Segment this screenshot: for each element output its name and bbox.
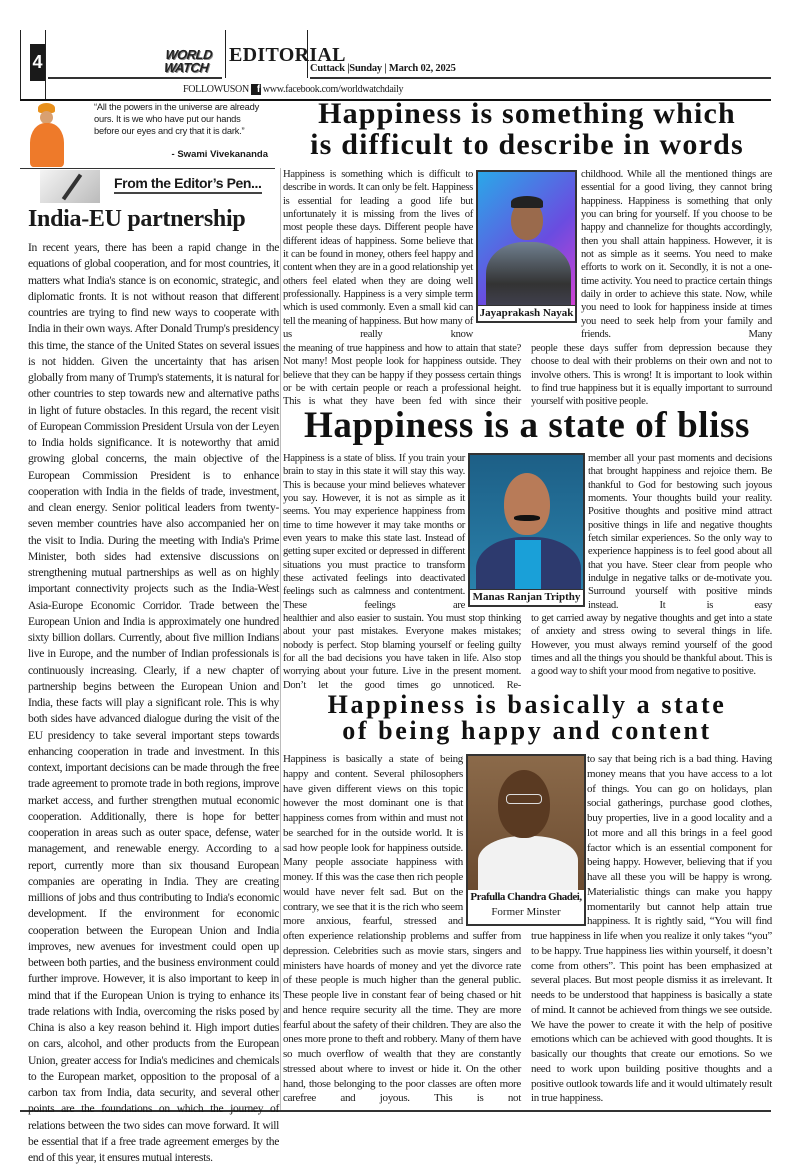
column-divider: [280, 168, 281, 1110]
facebook-icon: f: [251, 84, 261, 95]
photo-caption: [468, 890, 584, 920]
article-1-text: Happiness is something which is difficult to describe in words. It can only be felt. Happiness is essential for leading a good life but unfortunately it is missing from the lives of most people these days. Different people have different ideas of happiness. Some believe that it can be found in money, others feel happy and content when they are in a good relationship yet others feel elated when they are doing well professionally. Happiness is a very simple term which is used commonly. Even a small kid can tell the meaning of happiness. But how many of us really know: [283, 169, 473, 341]
article-1-text: people these days suffer from depression because they choose to deal with their problems on their own and not to involve others. This is wrong! It is important to look within to find true happiness but it is equally important to surround yourself with positive people.: [531, 343, 772, 408]
page-number: 4: [30, 44, 45, 81]
headline-line: is difficult to describe in words: [310, 128, 744, 161]
pen-icon: [40, 170, 100, 203]
article-2-text: healthier and also easier to sustain. You must stop thinking about your past mistakes. Everyone makes mistakes; nobody is perfect. Stop blaming yourself or feeling guilty for all the bad decisions you have taken in life. Also stop worrying about your future. Live in the present moment. Don’t let the good times go unnoticed. Re-: [283, 613, 521, 691]
photo-caption: Jayaprakash Nayak: [479, 307, 574, 319]
editor-pen-heading: From the Editor’s Pen...: [114, 175, 262, 194]
article-3-text: Happiness is basically a state of being happy and content. Several philosophers have given different views on this topic however the most dominant one is that happiness comes from within and must not be searched for in the outside world. It is sad how people look for happiness outside. Many people associate happiness with money. If this was the case then rich people would have never felt sad. But on the contrary, we see that it is the rich who seem more anxious, fearful, stressed and: [283, 753, 463, 928]
author-photo-manas: [468, 453, 585, 607]
article-2-headline: Happiness is a state of bliss: [303, 405, 751, 446]
author-role: Former Minster: [491, 906, 561, 918]
photo-caption: Manas Ranjan Tripthy: [470, 589, 583, 605]
editorial-title: India-EU partnership: [28, 206, 246, 232]
article-1-text: the meaning of true happiness and how to attain that state? Not many! Most people look for happiness outside. They believe that they can be happy if they possess certain things or be with certain people or reach a professional height. This is what they have been fed with since their: [283, 343, 521, 408]
article-3-text: true happiness in life when you realize it only takes “you” to be happy. True happiness lies within yourself, it doesn’t come from others”. This point has been emphasized at several places. But most people dismiss it as irrelevant. It needs to be understood that happiness is basically a state of mind. It cannot be achieved from things we see outside. We have the power to create it with the help of positive emotions which can be achieved with good thoughts. It is basically our thoughts that create our emotions. So we need to work upon building positive thoughts and a positive outlook towards life and it would ultimately result in true happiness.: [531, 930, 772, 1105]
facebook-link[interactable]: www.facebook.com/worldwatchdaily: [262, 84, 404, 95]
header-rule: [310, 77, 771, 79]
headline-line: Happiness is basically a state: [327, 690, 727, 719]
author-photo-prafulla: [466, 754, 586, 926]
article-2-text: member all your past moments and decisions that brought happiness and rejoice them. Be thankful to God for bestowing such joyous moments. Your thoughts build your reality. Positive thoughts and positive mind attract positive things in life and negative thoughts fetch similar experiences. So the only way to experience happiness is to feel good about all that you have. Steer clear from people who indulge in negative talks or de-motivate you. Surround yourself with positive minds instead. It is easy: [588, 453, 772, 611]
article-1-headline: [281, 98, 773, 160]
vivekananda-portrait: [27, 101, 67, 167]
quote-text: “All the powers in the universe are already ours. It is we who have put our hands before our eyes and cry that it is dark.”: [94, 102, 260, 136]
quote-rule: [20, 168, 275, 169]
article-3-text: often experience relationship problems and suffer from depression. Celebrities such as movie stars, singers and ministers have hoards of money and yet the divorce rate of these people is much higher than the general public. These people live in constant fear of being chased or hit and hence require security all the time. They are more fearful about the safety of their children. They are also the ones more prone to theft and robbery. Many of them have so much overflow of wealth that they are constantly stressed about where to invest or hide it. On the other hand, those belonging to the poor classes are often more carefree and joyous. This is not: [283, 930, 521, 1105]
article-2-text: Happiness is a state of bliss. If you train your brain to stay in this state it will stay this way. This is because your mind believes whatever you say. However, it is not as simple as it seems. You may experience happiness from time to time however it may take months or even years to make this state last. Instead of getting super excited or depressed in different situations you must practice to transform these activated feelings into deactivated feelings such as calmness and contentment. These feelings are: [283, 453, 465, 611]
frame-line: [45, 30, 46, 100]
newspaper-logo: WORLD WATCH: [163, 47, 213, 75]
author-photo-jayaprakash: [476, 170, 577, 323]
section-title: EDITORIAL: [229, 44, 346, 66]
article-1-text: childhood. While all the mentioned things are essential for a good living, they cannot bring happiness. Happiness is something that only you can bring for yourself. If you choose to be happy and channelize for thoughts accordingly, then you shall attain happiness. However, it is not as simple as it seems. You need to make efforts to work on it. Secondly, it is not a one-time activity. You need to practice certain things daily in order to achieve this state. Now, while you need to look for happiness inside at times you need to seek help from your family and friends. Many: [581, 169, 772, 341]
editorial-body: In recent years, there has been a rapid change in the equations of global cooperation, and for most countries, it matters what India's stance is on economic, strategic, and diplomatic fronts. It is not without reason that different countries are trying to find new ways to cooperate with India in their own ways. After Donald Trump's presidency this time, the stance of the United States on several issues is not hidden. Given the uncertainty that has arisen globally from many of Trump's statements, it is natural for other countries to step towards new and alternative paths in light of future obstacles. In this regard, the recent visit of European Commission President Ursula von der Leyen to India holds significance. It is noteworthy that amid growing global concerns, the main objective of the European Commission President is to enhance cooperation with India in the fields of trade, investment, and clean energy. Senior political leaders from twenty-seven member countries have also accompanied her on the visit to India. During the meeting with India's Prime Minister, both sides had extensive discussions on strengthening mutual partnerships as well as on highly important connectivity projects such as the India-West Asia-Europe Economic Corridor. Trade between the European Union and India is approximately one hundred sixty billion dollars. Currently, about five million Indians live in Europe, and the number of Indian professionals is continuously increasing. Clearly, if a new chapter of partnership begins between the European Union and India, these facts will play a significant role. This is why both sides have advanced dialogue during the visit of the EU presidency to take several important steps towards enhancing cooperation in trade and investment. In this context, important decisions can be made through the free trade agreement to promote trade in both regions, improve market access, and further strengthen mutual economic cooperation. Additionally, there is hope for better cooperation in areas such as outer space, defense, water management, and renewable energy. According to a report, currently more than six thousand European companies are operating in India. They are creating millions of jobs and thus contributing to India's economic development. If the environment for economic cooperation between the European Union and India improves, new avenues for investment could open up between both parties, and the business environment could further improve. However, it is also important to keep in mind that if the European Union is trying to enhance its trade relations with India, overcoming the risks posed by China is also a key reason behind it. High import duties on cars, alcohol, and other products from the European Union, greater access for India's medicines and chemicals to the European market, opposition to the proposal of a carbon tax from India, data security, and several other points are the foundations on which the journey of relations between the two sides can move forward. It will be essential that if a free trade agreement emerges by the end of this year, it ensures mutual interests.: [28, 241, 279, 1164]
dateline: Cuttack |Sunday | March 02, 2025: [310, 63, 456, 74]
article-3-text: to say that being rich is a bad thing. Having money means that you have access to a lot of things. You can go on holidays, plan social gatherings, purchase good clothes, buy properties, live in a good locality and a lot more and all this brings in a feel good factor which is an essential component for being happy. However, believing that if you have all these you will be happy is wrong. Materialistic things can make you happy momentarily but cannot help attain true happiness. It is rightly said, “You will find: [587, 753, 772, 928]
article-3-headline: [281, 692, 773, 744]
author-name: Prafulla Chandra Ghadei,: [470, 891, 582, 903]
quote-author: - Swami Vivekananda: [171, 149, 268, 160]
follow-us-bar: [183, 84, 403, 95]
header-rule: [48, 77, 222, 79]
frame-line: [20, 30, 21, 100]
headline-line: Happiness is something which: [318, 97, 736, 130]
article-2-text: to get carried away by negative thoughts and get into a state of anxiety and stress owing to several things in life. However, you must always remind yourself of the good times and all the things you should be thankful about. This is a good way to shift your mood from negative to positive.: [531, 613, 772, 678]
follow-label: FOLLOWUSON: [183, 84, 249, 95]
headline-line: of being happy and content: [342, 716, 712, 745]
